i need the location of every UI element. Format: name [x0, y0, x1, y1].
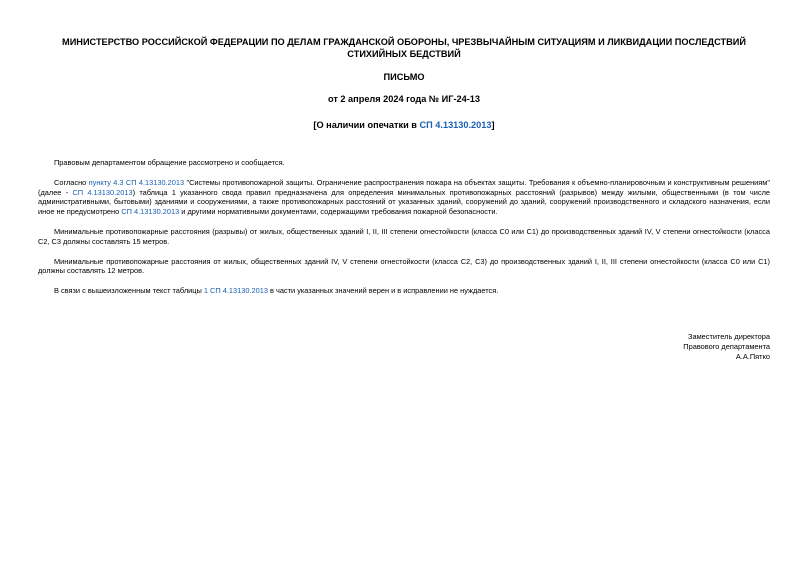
p5-text-2: в части указанных значений верен и в исправлении не нуждается.	[267, 286, 499, 296]
subject-suffix: ]	[491, 120, 495, 130]
p5-text-1: В связи с вышеизложенным текст таблицы	[54, 286, 204, 296]
signature-name: А.А.Пятко	[735, 352, 770, 361]
document-body	[38, 158, 770, 296]
subject-prefix: [О наличии опечатки в	[313, 120, 420, 130]
p2-text-3: ) таблица 1 указанного свода правил предназначена для определения минимальных противопожарных расстояний (разрывов) между жилыми, общественными (в том числе административными, бытовыми) зданиями и сооружениями, а также противопожарных расстояний от указанных зданий, сооружений до зданий, сооружений производственного и складского назначения, если иное не предусмотрено	[38, 187, 770, 217]
p2-text-1: Согласно	[54, 177, 89, 187]
paragraph-4: Минимальные противопожарные расстояния от жилых, общественных зданий IV, V степени огнестойкости (класса С2, С3) до производственных зданий I, II, III степени огнестойкости (класса С0 или С1) должны составлять 12 метров.	[38, 256, 770, 276]
paragraph-2	[38, 178, 770, 217]
p2-link-2[interactable]: СП 4.13130.2013	[72, 187, 133, 197]
paragraph-3: Минимальные противопожарные расстояния (разрывы) от жилых, общественных зданий I, II, III степени огнестойкости (класса С0 или С1) до производственных зданий IV, V степени огнестойкости (класса С2, С3 должны составлять 15 метров.	[38, 226, 770, 246]
p5-link-1[interactable]: 1 СП 4.13130.2013	[203, 286, 268, 296]
p2-text-2: "Системы противопожарной защиты. Ограничение распространения пожара на объектах защиты. Требования к объемно-планировочным и конструктивным решениям" (далее -	[38, 177, 770, 197]
p2-link-1[interactable]: пункту 4.3 СП 4.13130.2013	[88, 177, 185, 187]
document-page	[38, 30, 770, 361]
ministry-header: МИНИСТЕРСТВО РОССИЙСКОЙ ФЕДЕРАЦИИ ПО ДЕЛАМ ГРАЖДАНСКОЙ ОБОРОНЫ, ЧРЕЗВЫЧАЙНЫМ СИТУАЦИЯМ И ЛИКВИДАЦИИ ПОСЛЕДСТВИЙ СТИХИЙНЫХ БЕДСТВИЙ	[62, 37, 746, 59]
p2-text-4: и другими нормативными документами, содержащими требования пожарной безопасности.	[179, 207, 498, 217]
signature-block	[683, 332, 770, 362]
document-subject	[38, 120, 770, 130]
document-date-number: от 2 апреля 2024 года № ИГ-24-13	[327, 94, 481, 104]
document-type: ПИСЬМО	[383, 72, 425, 82]
p2-link-3[interactable]: СП 4.13130.2013	[121, 207, 180, 217]
paragraph-1: Правовым департаментом обращение рассмотрено и сообщается.	[54, 158, 285, 167]
paragraph-5	[38, 286, 770, 296]
signature-position: Заместитель директора	[688, 332, 770, 341]
subject-link[interactable]: СП 4.13130.2013	[419, 120, 492, 130]
signature-department: Правового департамента	[683, 342, 770, 351]
